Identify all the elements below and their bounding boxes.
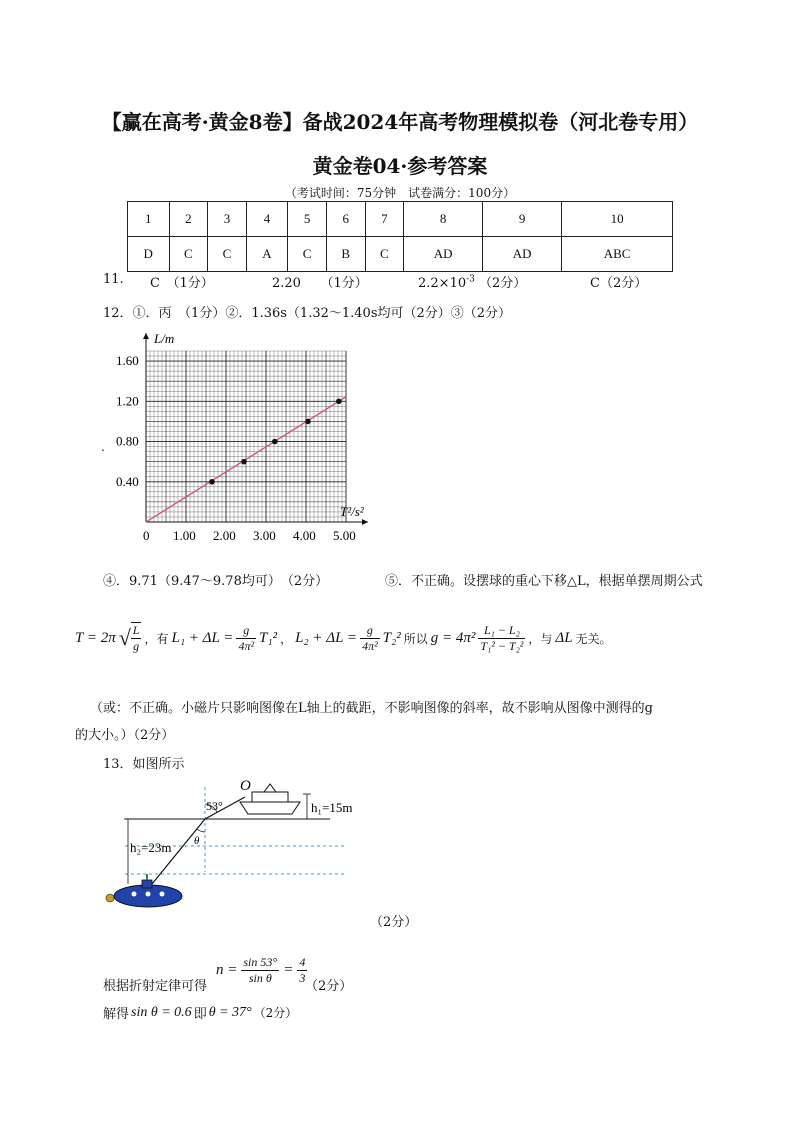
- sqrt-num: L: [132, 623, 140, 637]
- exam-info: （考试时间：75分钟 试卷满分：100分）: [284, 186, 516, 200]
- question-number-cell: 3: [208, 202, 247, 237]
- y-axis-label: L/m: [154, 331, 175, 346]
- x-tick-label: 5.00: [333, 528, 356, 543]
- answer-cell: C: [208, 237, 247, 272]
- formula-sqrt: [119, 622, 142, 654]
- answer-cell: AD: [483, 237, 562, 272]
- q12-line-1: 12．①．丙 （1分）②．1.36s（1.32～1.40s均可（2分）③（2分）: [103, 306, 512, 321]
- solve-line: [103, 1003, 297, 1022]
- x-tick-label: 1.00: [173, 528, 196, 543]
- frac3-den: T₁² − T₂²: [480, 638, 524, 653]
- theta-label: θ: [194, 835, 200, 847]
- q11-answer-4: C（2分）: [590, 276, 648, 291]
- answer-cell: ABC: [562, 237, 673, 272]
- page-title: 【赢在高考·黄金8卷】备战2024年高考物理模拟卷（河北卷专用）: [101, 110, 699, 134]
- angle-53-label: 53°: [206, 799, 223, 813]
- question-number-cell: 2: [169, 202, 208, 237]
- formula-t: T = 2π: [75, 629, 116, 646]
- formula-frac-3: [478, 623, 525, 654]
- data-point: [209, 479, 215, 485]
- y-axis-arrow-icon: [143, 333, 149, 339]
- q11-answer-3: [418, 272, 526, 291]
- frac2-num: g: [360, 623, 380, 639]
- ji: 即: [193, 1007, 207, 1022]
- table-row: [128, 202, 673, 237]
- x-axis-arrow-icon: [362, 519, 368, 525]
- data-point: [241, 459, 247, 465]
- solve-score: （2分）: [253, 1006, 298, 1020]
- answer-cell: C: [365, 237, 404, 272]
- theta-val: θ = 37°: [208, 1004, 252, 1020]
- point-o-label: O: [240, 778, 251, 794]
- formula-you: ，有: [144, 631, 169, 646]
- answer-table: [127, 201, 673, 272]
- q11-answer-1: C （1分）: [150, 276, 214, 291]
- q12-note-line-2: 的大小。）（2分）: [75, 728, 175, 743]
- data-point: [272, 439, 278, 445]
- q12-line-2b: ⑤．不正确。设摆球的重心下移△L，根据单摆周期公式: [385, 574, 703, 589]
- n-eq: n =: [216, 962, 238, 978]
- question-number-cell: 8: [404, 202, 483, 237]
- data-point: [336, 398, 342, 404]
- formula-dl: ΔL: [555, 629, 573, 646]
- formula-l1: L₁ + ΔL =: [171, 629, 234, 646]
- formula-frac-2: [360, 623, 380, 654]
- sin-theta-val: sin θ = 0.6: [131, 1004, 192, 1020]
- x-axis-label: T²/s²: [340, 504, 364, 519]
- l-vs-t2-chart: [100, 325, 400, 550]
- page-subtitle: 黄金卷04·参考答案: [312, 154, 488, 178]
- formula-suoyi: 所以: [403, 631, 428, 646]
- y-tick-label: 1.60: [116, 353, 139, 369]
- answer-cell: C: [288, 237, 327, 272]
- question-number-cell: 7: [365, 202, 404, 237]
- chart-grid: [146, 351, 346, 522]
- x-tick-label: 0: [143, 528, 150, 543]
- chart-ticks: [116, 353, 356, 543]
- question-number-cell: 1: [128, 202, 170, 237]
- sqrt-icon: √: [118, 625, 131, 650]
- h1-label: h₁=15m: [311, 800, 353, 815]
- q13-diagram: [100, 772, 380, 927]
- sin-frac: [241, 955, 279, 986]
- formula-wuguan: 无关。: [575, 631, 612, 646]
- x-tick-label: 4.00: [293, 528, 316, 543]
- formula-g-eq: g = 4π²: [430, 629, 476, 646]
- sintheta: sin θ: [248, 971, 272, 985]
- answer-cell: B: [326, 237, 365, 272]
- q11-answer-3-base: 2.2×10: [418, 276, 467, 291]
- answer-cell: A: [246, 237, 288, 272]
- stray-dot: .: [101, 440, 105, 454]
- solve-prefix: 解得: [103, 1007, 130, 1022]
- four: 4: [299, 955, 306, 969]
- frac3-num: L₁ − L₂: [478, 623, 525, 639]
- question-number-cell: 4: [246, 202, 288, 237]
- q11-answer-3-score: （2分）: [479, 276, 527, 291]
- question-number-cell: 6: [326, 202, 365, 237]
- q12-line-2a: ④．9.71（9.47～9.78均可） （2分）: [103, 574, 329, 589]
- question-number-cell: 10: [562, 202, 673, 237]
- chart-axes: [143, 331, 368, 525]
- refraction-prefix: 根据折射定律可得: [103, 979, 208, 994]
- frac2-den: 4π²: [362, 638, 378, 653]
- question-number-cell: 9: [483, 202, 562, 237]
- y-tick-label: 0.40: [116, 473, 139, 489]
- sqrt-den: g: [133, 639, 140, 653]
- refraction-formula: [216, 955, 307, 986]
- formula-frac-1: [236, 623, 256, 654]
- x-tick-label: 3.00: [253, 528, 276, 543]
- formula-comma: ，: [280, 631, 293, 646]
- three: 3: [299, 971, 306, 985]
- eq-sign: =: [283, 962, 294, 978]
- answer-cell: AD: [404, 237, 483, 272]
- x-tick-label: 2.00: [213, 528, 236, 543]
- q13-label: 13．如图所示: [103, 757, 185, 772]
- answer-cell: C: [169, 237, 208, 272]
- q13-diagram-score: （2分）: [370, 915, 418, 930]
- sqrt-frac: [131, 622, 142, 654]
- formula-t1: T₁²: [259, 629, 278, 646]
- table-row: [128, 237, 673, 272]
- formula-l2: L₂ + ΔL =: [295, 629, 358, 646]
- y-tick-label: 1.20: [116, 393, 139, 409]
- frac1-num: g: [236, 623, 256, 639]
- data-point: [305, 419, 311, 425]
- q11-answer-3-exp: -3: [466, 274, 475, 285]
- question-number-cell: 5: [288, 202, 327, 237]
- h2-label: h₂=23m: [130, 840, 172, 855]
- frac1-den: 4π²: [238, 638, 255, 653]
- q12-note-line-1: （或：不正确。小磁片只影响图像在L轴上的截距，不影响图像的斜率，故不影响从图像中测得的g: [90, 701, 653, 716]
- y-tick-label: 0.80: [116, 433, 139, 449]
- answer-cell: D: [128, 237, 170, 272]
- q11-answer-2: 2.20 （1分）: [272, 276, 368, 291]
- sin53: sin 53°: [243, 955, 278, 969]
- q12-formula: [75, 622, 612, 654]
- formula-t2: T₂²: [382, 629, 401, 646]
- formula-yu: ，与: [528, 631, 553, 646]
- q11-label: 11.: [103, 272, 124, 287]
- refraction-score: （2分）: [305, 979, 353, 994]
